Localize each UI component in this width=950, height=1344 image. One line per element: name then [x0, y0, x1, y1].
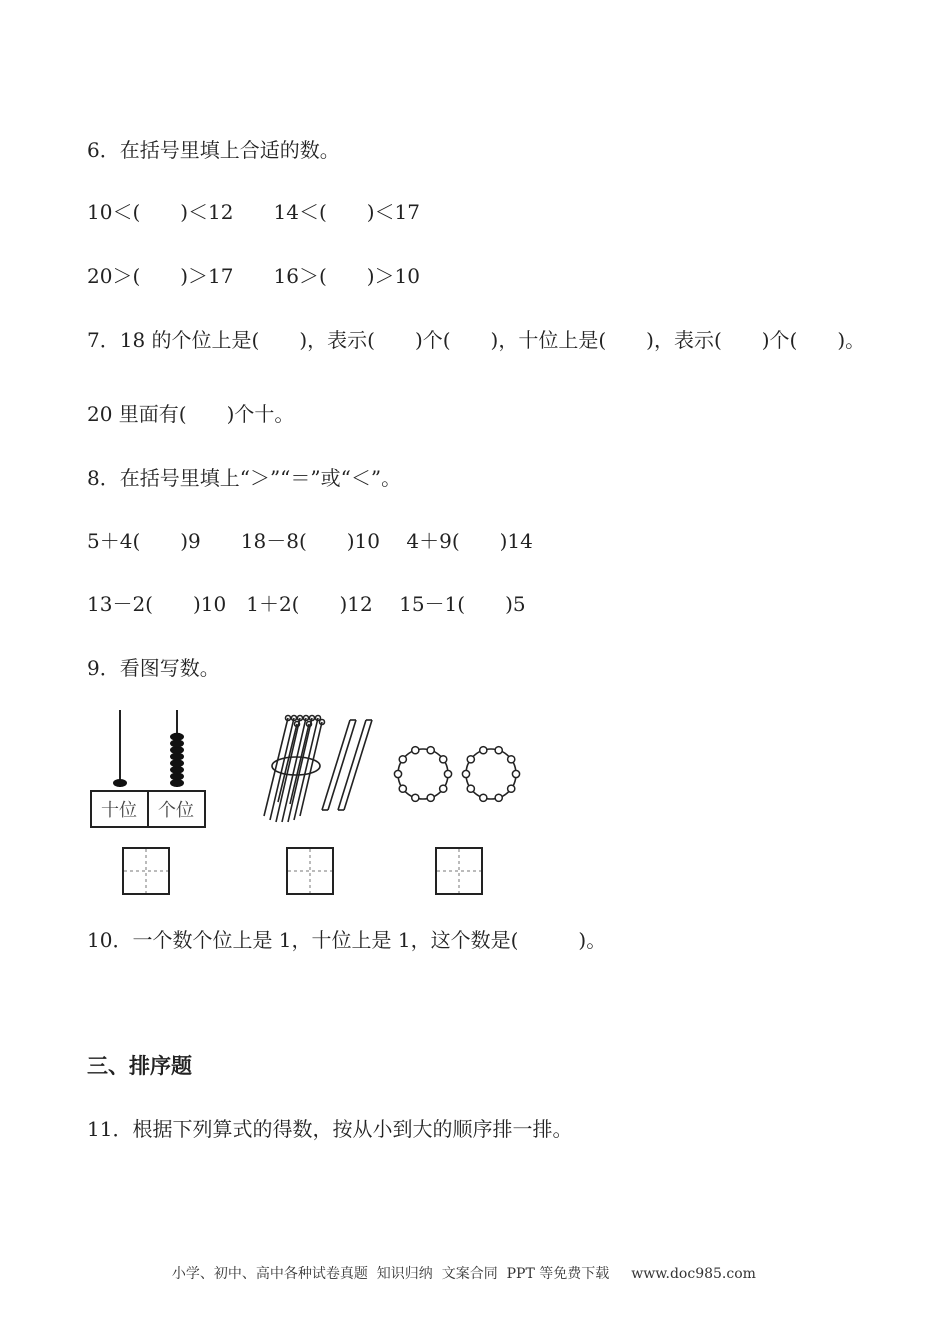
- section-3-heading: 三、排序题: [87, 1054, 192, 1078]
- ones-beads: [170, 733, 184, 787]
- ring-bead: [512, 770, 519, 777]
- ring-bead: [462, 770, 469, 777]
- footer-url[interactable]: www.doc985.com: [631, 1266, 756, 1282]
- ring-bead: [427, 794, 434, 801]
- abacus-tens-label: 十位: [101, 800, 137, 821]
- ring-bead: [444, 770, 451, 777]
- ring-bead: [399, 785, 406, 792]
- q10-text: 10．一个数个位上是 1，十位上是 1，这个数是( )。: [87, 928, 607, 952]
- ring-bead: [427, 747, 434, 754]
- ring-bead: [412, 794, 419, 801]
- ring-bead: [467, 756, 474, 763]
- bundle-of-ten-sticks: [264, 716, 325, 823]
- q6-row-2: 20＞( )＞17 16＞( )＞10: [87, 264, 421, 288]
- q7-line-1: 7．18 的个位上是( )，表示( )个( )，十位上是( )，表示( )个( )。: [87, 328, 866, 352]
- q9-title: 9．看图写数。: [87, 656, 220, 680]
- ring-bead: [495, 794, 502, 801]
- ring-bead: [394, 770, 401, 777]
- answer-box-1[interactable]: [121, 846, 171, 896]
- abacus-bead: [170, 733, 184, 741]
- q7-line-2: 20 里面有( )个十。: [87, 402, 295, 426]
- tens-beads: [113, 779, 127, 787]
- ring-bead: [440, 785, 447, 792]
- ring-bead: [480, 747, 487, 754]
- ring-bead: [495, 747, 502, 754]
- q6-title: 6．在括号里填上合适的数。: [87, 138, 340, 162]
- page-footer: [163, 1247, 756, 1283]
- ring-bead: [508, 785, 515, 792]
- abacus-figure: [85, 705, 215, 835]
- answer-box-3[interactable]: [434, 846, 484, 896]
- abacus-bead: [113, 779, 127, 787]
- ring-bead: [440, 756, 447, 763]
- q8-row-1: 5＋4( )9 18－8( )10 4＋9( )14: [87, 529, 533, 553]
- footer-text: 小学、初中、高中各种试卷真题 知识归纳 文案合同 PPT 等免费下载: [171, 1266, 610, 1282]
- bead-rings-figure: [393, 742, 525, 808]
- ring-bead: [412, 747, 419, 754]
- answer-box-2[interactable]: [285, 846, 335, 896]
- ring-bead: [480, 794, 487, 801]
- q8-row-2: 13－2( )10 1＋2( )12 15－1( )5: [87, 592, 526, 616]
- q6-row-1: 10＜( )＜12 14＜( )＜17: [87, 200, 421, 224]
- ring-bead: [399, 756, 406, 763]
- ring-bead: [467, 785, 474, 792]
- q11-text: 11．根据下列算式的得数，按从小到大的顺序排一排。: [87, 1117, 573, 1141]
- abacus-ones-label: 个位: [158, 800, 194, 821]
- ring-bead: [508, 756, 515, 763]
- single-sticks: [322, 720, 372, 810]
- q8-title: 8．在括号里填上“＞”“＝”或“＜”。: [87, 466, 402, 490]
- sticks-figure: [258, 712, 378, 830]
